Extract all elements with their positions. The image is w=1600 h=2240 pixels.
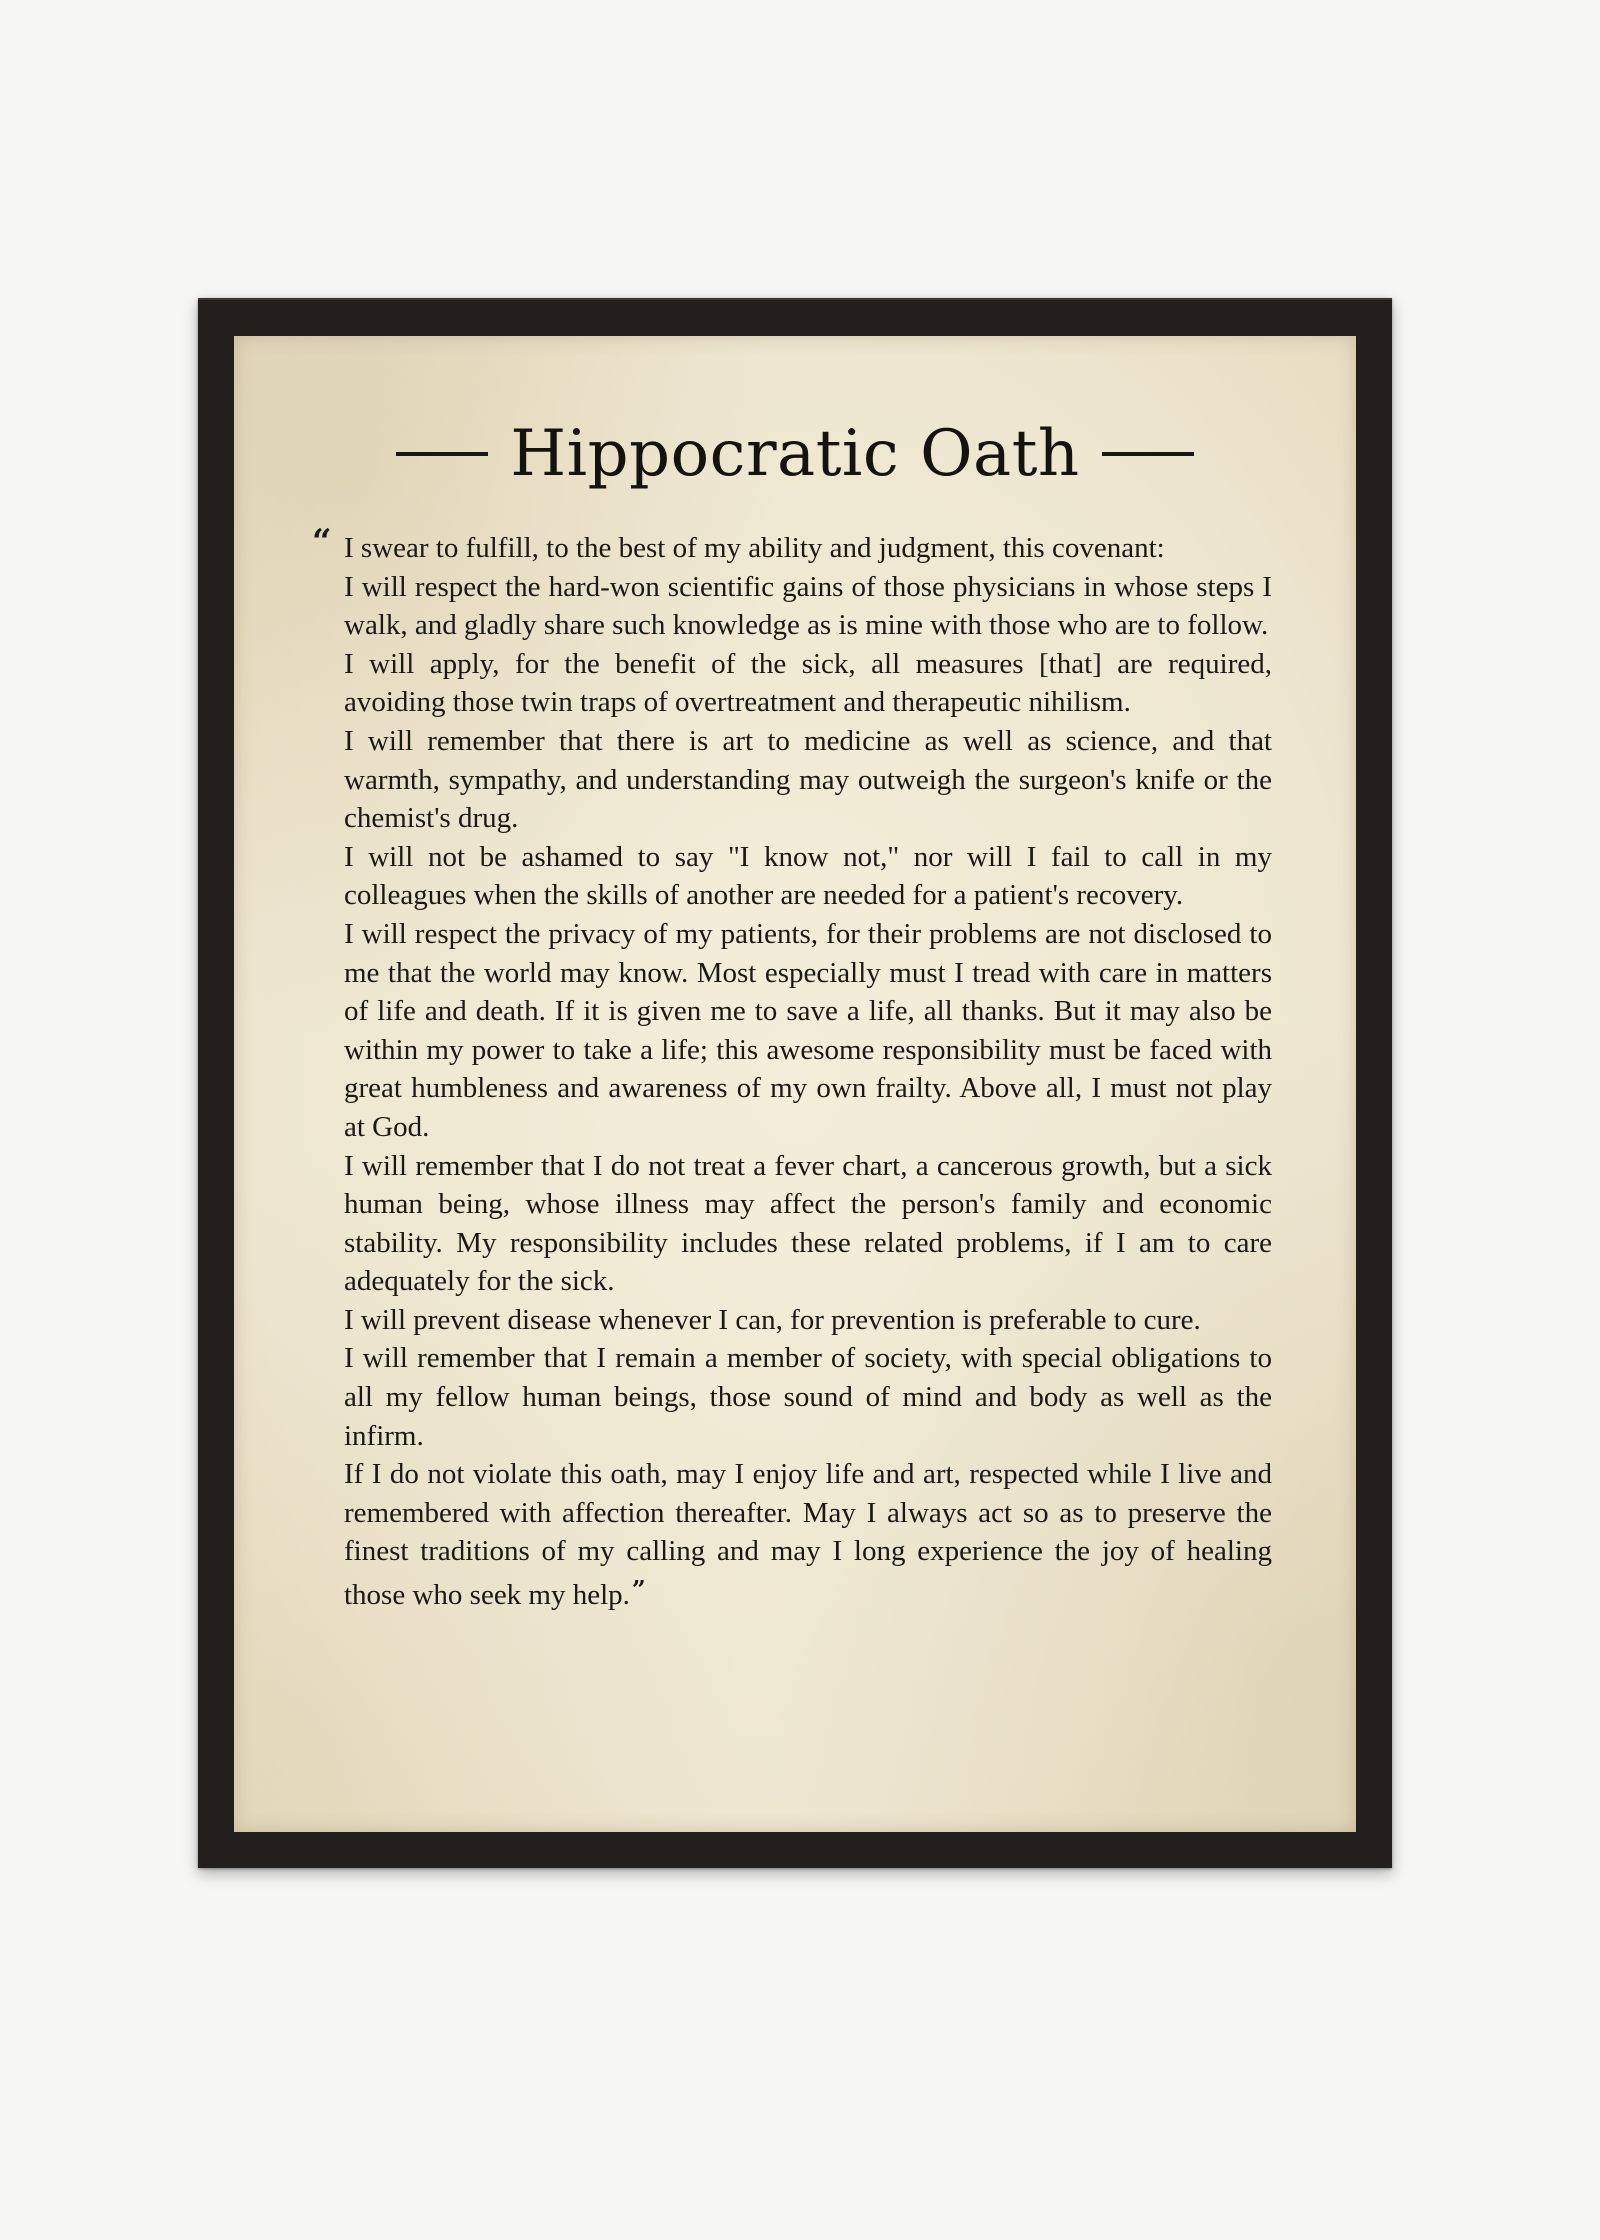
oath-paragraph: I will apply, for the benefit of the sick, all measures [that] are required, avoiding those twin traps of overtreatment and therapeutic nihilism. [344,647,1272,719]
title-left-dash [396,452,488,456]
oath-paragraph: I will remember that I remain a member of society, with special obligations to all my fellow human beings, those sound of mind and body as well as the infirm. [344,1342,1272,1452]
oath-text [312,522,1272,1615]
oath-paragraph: I will prevent disease whenever I can, for prevention is preferable to cure. [344,1303,1201,1336]
title-right-dash [1102,452,1194,456]
picture-frame [198,298,1392,1868]
open-quote-mark: “ [312,522,332,562]
title-row [234,414,1356,494]
oath-paragraph: I swear to fulfill, to the best of my ability and judgment, this covenant: [344,532,1165,564]
oath-paragraph: I will not be ashamed to say "I know not," nor will I fail to call in my colleagues when the skills of another are needed for a patient's recovery. [344,840,1272,912]
poster-title: Hippocratic Oath [510,417,1080,491]
parchment-paper [234,336,1356,1832]
oath-paragraph: I will respect the hard-won scientific gains of those physicians in whose steps I walk, and gladly share such knowledge as is mine with those who are to follow. [344,570,1272,642]
oath-paragraph: I will remember that there is art to medicine as well as science, and that warmth, sympathy, and understanding may outweigh the surgeon's knife or the chemist's drug. [344,724,1272,835]
oath-paragraph: I will remember that I do not treat a fever chart, a cancerous growth, but a sick human being, whose illness may affect the person's family and economic stability. My responsibility includes these related problems, if I am to care adequately for the sick. [344,1149,1272,1298]
oath-paragraph-text: If I do not violate this oath, may I enjoy life and art, respected while I live and remembered with affection thereafter. May I always act so as to preserve the finest traditions of my calling and may I long experience the joy of healing those who seek my help. [344,1458,1272,1612]
close-quote-mark: ” [631,1575,646,1605]
oath-paragraph-last [344,1455,1272,1614]
oath-paragraph: I will respect the privacy of my patients, for their problems are not disclosed to me that the world may know. Most especially must I tread with care in matters of life and death. If it is given me to save a life, all thanks. But it may also be within my power to take a life; this awesome responsibility must be faced with great humbleness and awareness of my own frailty. Above all, I must not play at God. [344,917,1272,1143]
